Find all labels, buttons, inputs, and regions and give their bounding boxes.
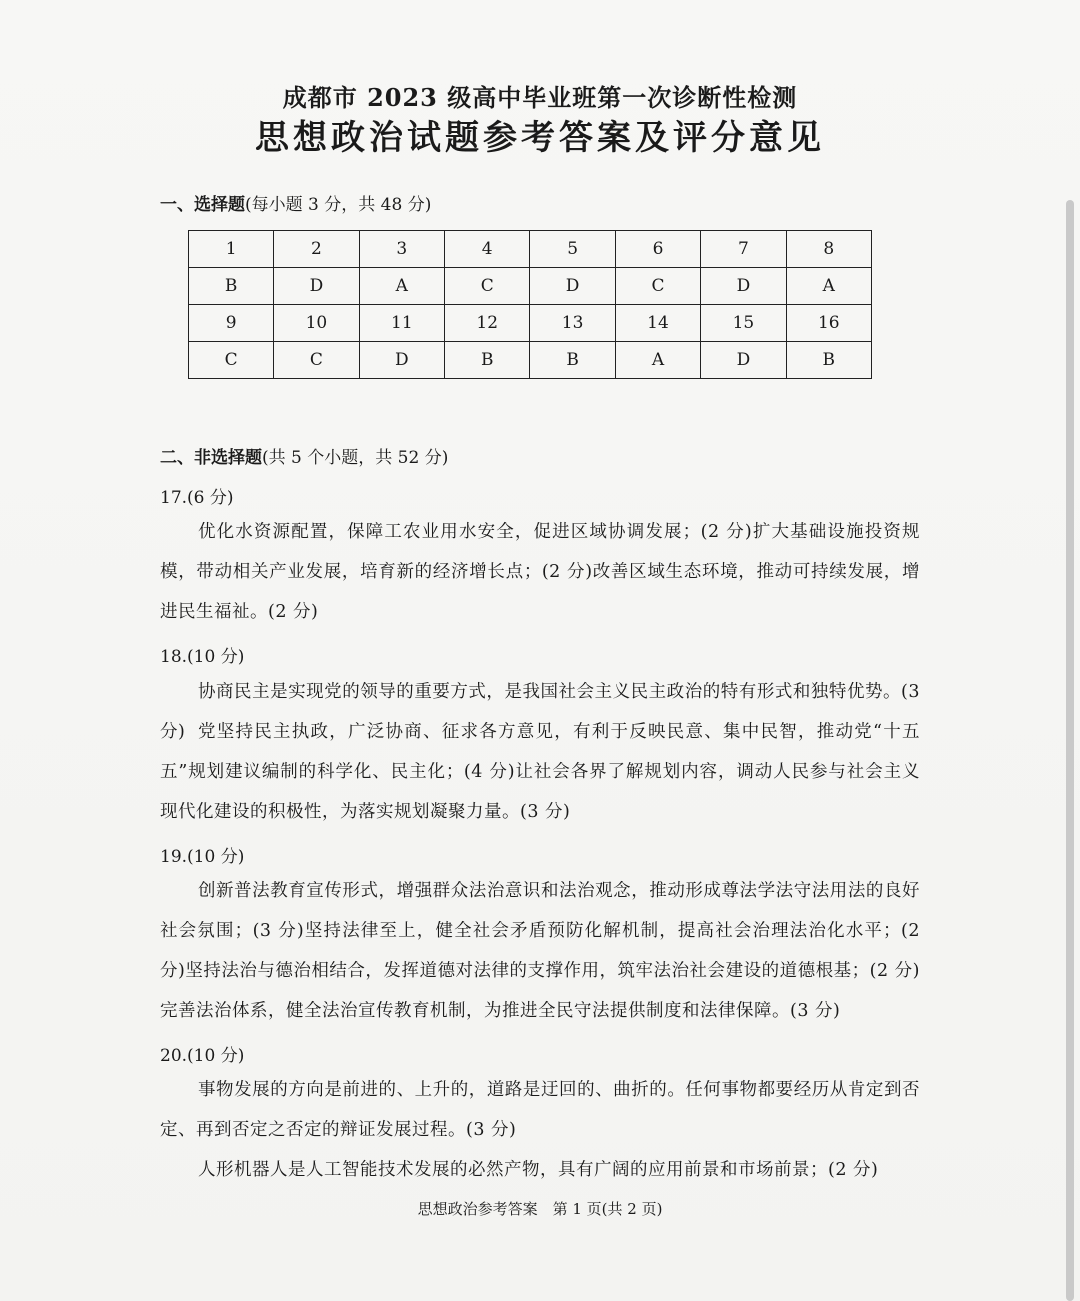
section-2-heading	[160, 443, 448, 468]
question-20-heading: 20.(10 分)	[160, 1046, 245, 1066]
question-17-heading: 17.(6 分)	[160, 488, 234, 508]
section-2-label: 二、非选择题	[160, 448, 262, 468]
page-footer: 思想政治参考答案 第 1 页(共 2 页)	[417, 1200, 663, 1218]
answer-cell: D	[274, 268, 359, 305]
question-19-heading: 19.(10 分)	[160, 847, 245, 867]
question-number-cell: 5	[530, 231, 615, 268]
question-number-row	[189, 231, 872, 268]
question-number-row	[189, 305, 872, 342]
answer-cell: C	[615, 268, 700, 305]
scrollbar[interactable]	[1066, 200, 1074, 1301]
question-number-cell: 16	[786, 305, 871, 342]
question-number-cell: 1	[189, 231, 274, 268]
question-number-cell: 10	[274, 305, 359, 342]
question-18-answer-2: 党坚持民主执政，广泛协商、征求各方意见，有利于反映民意、集中民智，推动党“十五五”规划建议编制的科学化、民主化；(4 分)让社会各界了解规划内容，调动人民参与社会主义现代化建设的积极性，为落实规划凝聚力量。(3 分)	[160, 722, 920, 822]
section-2-note: (共 5 个小题，共 52 分)	[262, 448, 449, 468]
answer-cell: C	[189, 342, 274, 379]
answer-cell: A	[786, 268, 871, 305]
question-number-cell: 15	[701, 305, 786, 342]
section-1-heading	[160, 190, 431, 215]
question-number-cell: 14	[615, 305, 700, 342]
answer-table	[188, 230, 872, 379]
answer-row	[189, 268, 872, 305]
question-18-answer-1: 协商民主是实现党的领导的重要方式，是我国社会主义民主政治的特有形式和独特优势。(3 分)	[160, 682, 920, 742]
answer-cell: D	[530, 268, 615, 305]
question-number-cell: 13	[530, 305, 615, 342]
exam-title: 成都市 2023 级高中毕业班第一次诊断性检测	[282, 83, 798, 112]
question-number-cell: 6	[615, 231, 700, 268]
answer-cell: B	[189, 268, 274, 305]
question-18-heading: 18.(10 分)	[160, 647, 245, 667]
answer-cell: D	[701, 268, 786, 305]
answer-cell: A	[359, 268, 444, 305]
answer-cell: B	[530, 342, 615, 379]
answer-cell: A	[615, 342, 700, 379]
question-20-answer-2: 人形机器人是人工智能技术发展的必然产物，具有广阔的应用前景和市场前景；(2 分)	[198, 1160, 879, 1180]
section-1-note: (每小题 3 分，共 48 分)	[245, 195, 432, 215]
answer-cell: C	[274, 342, 359, 379]
answer-row	[189, 342, 872, 379]
answer-cell: C	[445, 268, 530, 305]
answer-cell: B	[445, 342, 530, 379]
question-number-cell: 12	[445, 305, 530, 342]
question-number-cell: 7	[701, 231, 786, 268]
question-17-answer: 优化水资源配置，保障工农业用水安全，促进区域协调发展；(2 分)扩大基础设施投资规模，带动相关产业发展，培育新的经济增长点；(2 分)改善区域生态环境，推动可持续发展，增进民生福祉。(2 分)	[160, 522, 920, 622]
answer-key-title: 思想政治试题参考答案及评分意见	[255, 118, 825, 158]
question-number-cell: 9	[189, 305, 274, 342]
question-number-cell: 3	[359, 231, 444, 268]
question-20-answer-1: 事物发展的方向是前进的、上升的，道路是迂回的、曲折的。任何事物都要经历从肯定到否定、再到否定之否定的辩证发展过程。(3 分)	[160, 1080, 920, 1140]
answer-cell: D	[359, 342, 444, 379]
answer-cell: D	[701, 342, 786, 379]
question-number-cell: 8	[786, 231, 871, 268]
question-number-cell: 4	[445, 231, 530, 268]
question-19-answer: 创新普法教育宣传形式，增强群众法治意识和法治观念，推动形成尊法学法守法用法的良好社会氛围；(3 分)坚持法律至上，健全社会矛盾预防化解机制，提高社会治理法治化水平；(2 分)坚持法治与德治相结合，发挥道德对法律的支撑作用，筑牢法治社会建设的道德根基；(2 分)完善法治体系，健全法治宣传教育机制，为推进全民守法提供制度和法律保障。(3 分)	[160, 881, 920, 1021]
question-number-cell: 2	[274, 231, 359, 268]
answer-cell: B	[786, 342, 871, 379]
section-1-label: 一、选择题	[160, 195, 245, 215]
question-number-cell: 11	[359, 305, 444, 342]
